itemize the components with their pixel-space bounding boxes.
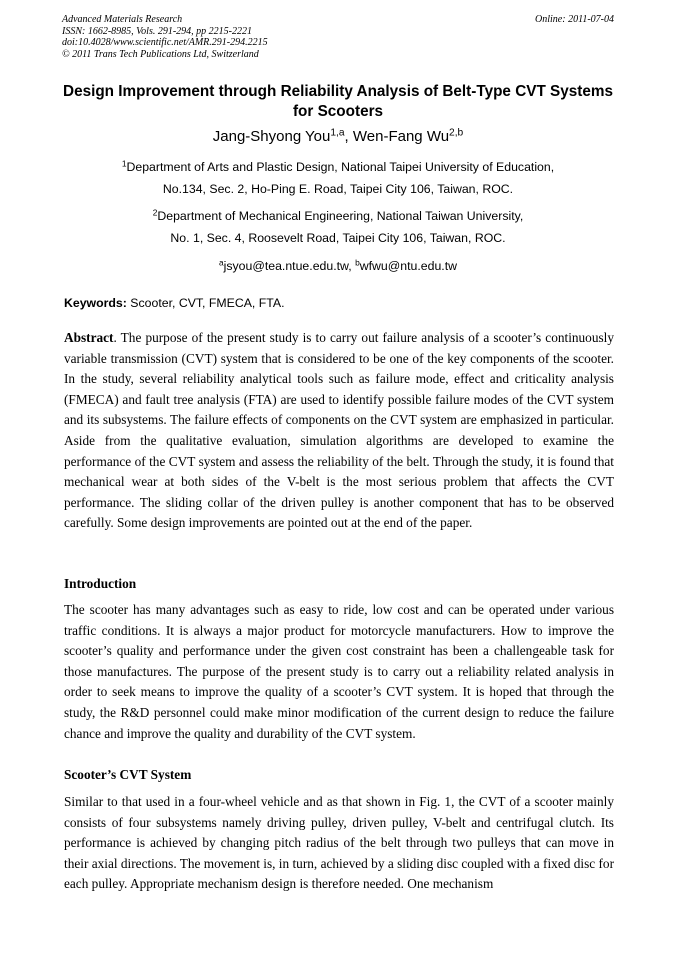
abstract-label: Abstract [64, 330, 114, 345]
email-address: wfwu@ntu.edu.tw [359, 259, 457, 273]
doi-line: doi:10.4028/www.scientific.net/AMR.291-294.2215 [62, 37, 268, 49]
section-heading-cvt-system: Scooter’s CVT System [64, 767, 192, 782]
abstract [64, 328, 614, 534]
author-name: Jang-Shyong You [212, 128, 331, 145]
journal-header [62, 14, 614, 60]
journal-name: Advanced Materials Research [62, 14, 183, 25]
email-address: jsyou@tea.ntue.edu.tw [223, 259, 349, 273]
author-superscript: 2,b [449, 127, 464, 139]
copyright-line: © 2011 Trans Tech Publications Ltd, Switzerland [62, 48, 259, 60]
author-name: Wen-Fang Wu [352, 128, 450, 145]
keywords-text: Scooter, CVT, FMECA, FTA. [126, 296, 285, 310]
affiliation-1 [62, 156, 614, 200]
author-separator: , [344, 128, 353, 145]
keywords-label: Keywords: [64, 296, 127, 310]
paper-title: Design Improvement through Reliability Analysis of Belt-Type CVT Systems for Scooters [63, 83, 613, 120]
email-separator: , [348, 259, 356, 273]
email-line [62, 255, 614, 277]
section-paragraph-introduction: The scooter has many advantages such as easy to ride, low cost and can be operated under various traffic conditions. It is always a major product for motorcycle manufacturers. How to improve the scooter’s quality and performance under the given cost constraint has been a challengeable task for those manufactures. The purpose of the present study is to carry out a reliability related analysis in order to seek means to improve the quality of a scooter’s CVT system. It is hoped that through the study, the R&D personnel could make minor modification of the current design to reduce the failure chance and improve the quality and durability of the CVT system. [64, 602, 614, 741]
author-list [62, 128, 614, 145]
section-paragraph-cvt-system: Similar to that used in a four-wheel vehicle and as that shown in Fig. 1, the CVT of a scooter mainly consists of four subsystems namely driving pulley, driven pulley, V-belt and centrifugal clutch. Its performance is achieved by changing pitch radius of the belt through two pulleys that can move in their axial directions. The movement is, in turn, achieved by a sliding disc coupled with a fixed disc for each pulley. Appropriate mechanism design is therefore needed. One mechanism [64, 794, 614, 892]
affiliation-marker: 2 [152, 207, 158, 218]
abstract-text: . The purpose of the present study is to carry out failure analysis of a scooter’s continuously variable transmission (CVT) system that is considered to be one of the key components of the scooter. In the study, several reliability analytical tools such as failure mode, effect and criticality analysis (FMECA) and fault tree analysis (FTA) are used to identify possible failure modes of the CVT system and its subsystems. The failure effects of components on the CVT system are emphasized in particular. Aside from the qualitative evaluation, simulation algorithms are developed to examine the performance of the CVT system and assess the reliability of the belt. Through the study, it is found that mechanical wear at both sides of the V-belt is the most serious problem that affects the CVT performance. The sliding collar of the driven pulley is another component that has to be observed carefully. Some design improvements are pointed out at the end of the paper. [64, 330, 614, 531]
affiliation-line: No.134, Sec. 2, Ho-Ping E. Road, Taipei City 106, Taiwan, ROC. [162, 182, 514, 196]
keywords [64, 296, 616, 310]
author-superscript: 1,a [330, 127, 345, 139]
affiliation-marker: 1 [121, 158, 127, 169]
affiliation-line: No. 1, Sec. 4, Roosevelt Road, Taipei City 106, Taiwan, ROC. [170, 231, 506, 245]
email-marker: b [355, 257, 360, 268]
section-heading-introduction: Introduction [64, 576, 137, 591]
affiliation-line: Department of Mechanical Engineering, National Taiwan University, [157, 209, 524, 223]
affiliation-2 [62, 205, 614, 249]
email-marker: a [218, 257, 224, 268]
issn-line: ISSN: 1662-8985, Vols. 291-294, pp 2215-2221 [62, 25, 252, 37]
affiliation-line: Department of Arts and Plastic Design, National Taipei University of Education, [126, 160, 555, 174]
online-date: Online: 2011-07-04 [535, 14, 614, 25]
